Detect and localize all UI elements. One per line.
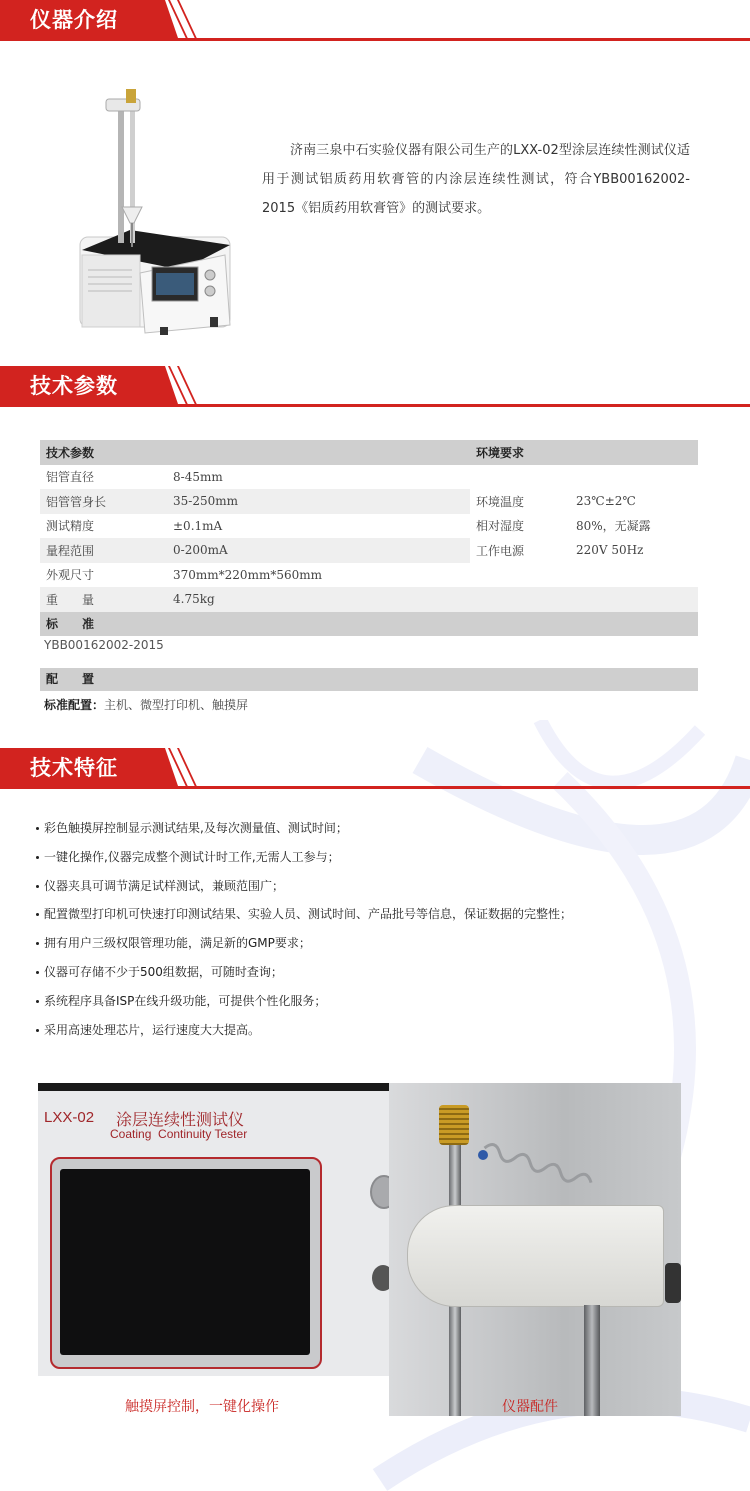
feature-text: 配置微型打印机可快速打印测试结果、实验人员、测试时间、产品批号等信息，保证数据的完整性；: [44, 907, 573, 922]
list-item: [36, 904, 572, 933]
config-header: 配 置: [40, 668, 698, 691]
env-value: [570, 563, 698, 588]
table-row: [40, 538, 698, 563]
param-value: 0-200mA: [167, 538, 470, 563]
standard-header-row: [40, 612, 698, 637]
panel-model: LXX-02: [44, 1109, 95, 1126]
param-value: 8-45mm: [173, 469, 223, 484]
knob-icon: [372, 1265, 389, 1291]
param-label: 测试精度: [46, 519, 95, 534]
param-header-left: 技术参数: [40, 440, 470, 465]
feature-list: [36, 818, 572, 1048]
table-row: [40, 465, 698, 490]
section-title-params: 技术参数: [30, 374, 118, 398]
photo-accessory: [389, 1083, 681, 1416]
env-label: [470, 465, 570, 490]
env-value: 80%，无凝露: [576, 519, 651, 534]
bullet-icon: [36, 885, 39, 888]
bullet-icon: [36, 856, 39, 859]
env-label: [470, 563, 570, 588]
param-label: 铝管直径: [46, 470, 95, 485]
feature-text: 彩色触摸屏控制显示测试结果,及每次测量值、测试时间；: [44, 821, 348, 835]
feature-text: 仪器可存储不少于500组数据，可随时查询；: [44, 964, 283, 979]
bullet-icon: [36, 827, 39, 830]
env-value: 23℃±2℃: [570, 489, 698, 514]
section-title-intro: 仪器介绍: [30, 8, 118, 32]
photo-control-panel: [38, 1083, 389, 1376]
param-label: 重 量: [40, 587, 167, 612]
intro-paragraph: 济南三泉中石实验仪器有限公司生产的LXX-02型涂层连续性测试仪适用于测试铝质药用软膏管的内涂层连续性测试，符合YBB00162002-2015《铝质药用软膏管》的测试要求。: [262, 143, 690, 216]
env-value: 220V 50Hz: [570, 538, 698, 563]
caption-right: 仪器配件: [502, 1399, 558, 1415]
param-value: 370mm*220mm*560mm: [173, 567, 322, 582]
table-row: [40, 563, 698, 588]
bullet-icon: [36, 1000, 39, 1003]
bullet-icon: [36, 971, 39, 974]
product-image: [70, 85, 240, 340]
list-item: [36, 818, 572, 847]
list-item: [36, 991, 572, 1020]
feature-text: 采用高速处理芯片，运行速度大大提高。: [44, 1022, 261, 1037]
env-label: 环境温度: [470, 489, 570, 514]
standard-value: YBB00162002-2015: [44, 638, 164, 652]
config-value: 主机、微型打印机、触摸屏: [104, 698, 249, 712]
param-label: 量程范围: [40, 538, 167, 563]
bullet-icon: [36, 1029, 39, 1032]
param-label: 外观尺寸: [46, 568, 95, 583]
list-item: [36, 847, 572, 876]
panel-name-en: Coating Continuity Tester: [110, 1127, 248, 1141]
list-item: [36, 876, 572, 905]
param-label: 铝管管身长: [40, 489, 167, 514]
section-title-features: 技术特征: [30, 756, 118, 780]
table-row: [40, 514, 698, 539]
param-header-right: 环境要求: [470, 440, 698, 465]
bullet-icon: [36, 913, 39, 916]
feature-text: 仪器夹具可调节满足试样测试，兼顾范围广；: [44, 878, 285, 893]
feature-text: 一键化操作,仪器完成整个测试计时工作,无需人工参与；: [44, 849, 340, 864]
caption-left: 触摸屏控制，一键化操作: [125, 1399, 279, 1415]
brass-knob-icon: [439, 1105, 469, 1145]
section-header-params: [0, 366, 750, 408]
param-value: ±0.1mA: [173, 518, 223, 533]
env-label: 相对湿度: [476, 519, 525, 534]
param-value: 4.75kg: [167, 587, 470, 612]
config-line: [44, 696, 248, 713]
list-item: [36, 962, 572, 991]
feature-text: 拥有用户三级权限管理功能，满足新的GMP要求；: [44, 936, 311, 951]
env-label: [470, 587, 570, 612]
lower-rod: [584, 1305, 600, 1416]
param-value: 35-250mm: [167, 489, 470, 514]
knob-icon: [370, 1175, 389, 1209]
env-label: 工作电源: [470, 538, 570, 563]
list-item: [36, 1020, 572, 1049]
config-label: 标准配置：: [44, 698, 105, 712]
panel-name-cn: 涂层连续性测试仪: [116, 1110, 245, 1129]
section-header-features: [0, 748, 750, 790]
standard-header: 标 准: [40, 612, 698, 637]
table-row: [40, 587, 698, 612]
feature-text: 系统程序具备ISP在线升级功能，可提供个性化服务；: [44, 993, 327, 1008]
env-value: [570, 587, 698, 612]
param-table: [40, 440, 698, 636]
bullet-icon: [36, 942, 39, 945]
list-item: [36, 933, 572, 962]
clamp-block: [407, 1205, 664, 1307]
env-value: [570, 465, 698, 490]
section-header-intro: [0, 0, 750, 42]
touch-screen: [60, 1169, 310, 1355]
param-table-header: [40, 440, 698, 465]
table-row: [40, 489, 698, 514]
